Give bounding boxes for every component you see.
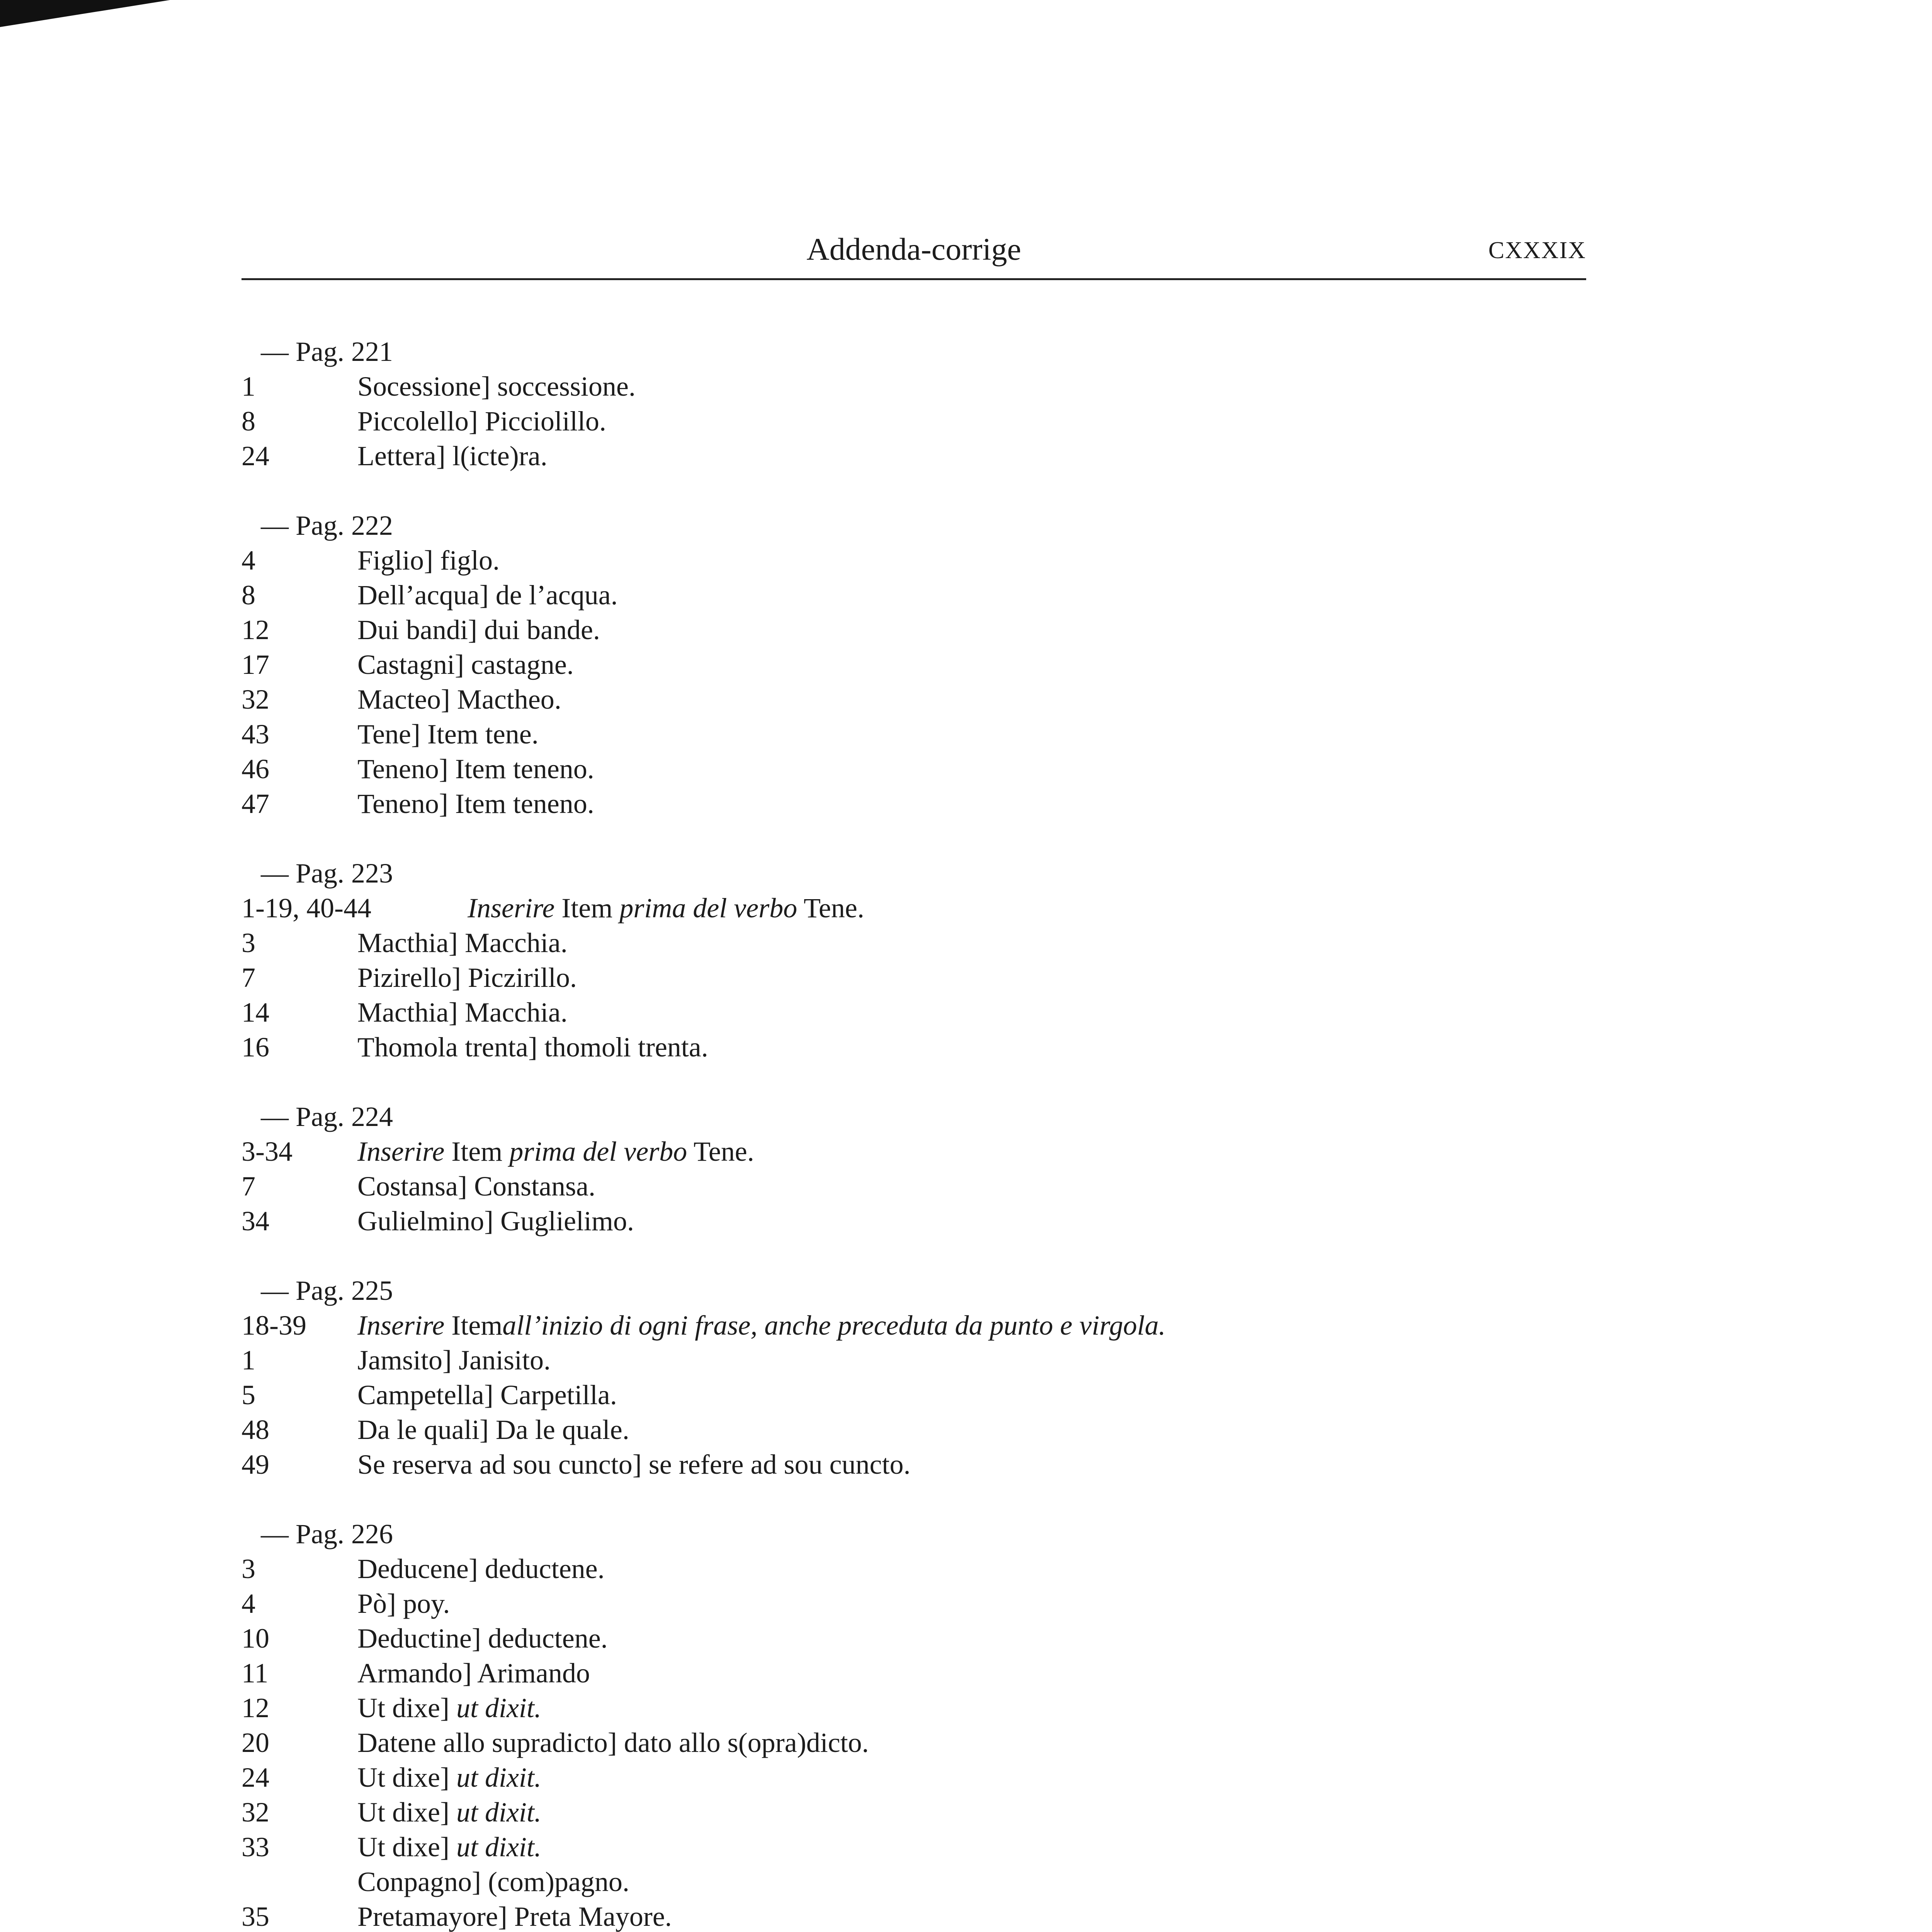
italic-fragment: ut dixit. [456, 1692, 541, 1723]
section-heading: — Pag. 221 [261, 336, 393, 367]
corrigenda-list [242, 334, 1166, 1932]
correction-row [242, 786, 594, 821]
line-number: 35 [242, 1901, 269, 1932]
line-number: 32 [242, 1797, 269, 1828]
correction-text [357, 1795, 541, 1830]
text-fragment: Castagni] castagne. [357, 649, 574, 680]
text-fragment: Pò] poy. [357, 1588, 450, 1619]
line-number: 17 [242, 649, 269, 680]
correction-row [242, 1656, 590, 1690]
line-number: 43 [242, 719, 269, 750]
text-fragment: Pizirello] Piczirillo. [357, 962, 577, 993]
text-fragment: Macteo] Mactheo. [357, 684, 561, 715]
correction-text [357, 1760, 541, 1795]
correction-text [357, 682, 561, 717]
line-number: 11 [242, 1658, 269, 1689]
correction-text [357, 1830, 541, 1864]
correction-row [242, 891, 864, 925]
correction-text [357, 612, 600, 647]
correction-text [357, 1725, 869, 1760]
correction-text [357, 1030, 708, 1065]
page-section [242, 856, 864, 1065]
text-fragment: Jamsito] Janisito. [357, 1345, 551, 1376]
line-number: 8 [242, 406, 255, 437]
text-fragment: Ut dixe] [357, 1832, 456, 1862]
text-fragment: Macthia] Macchia. [357, 927, 568, 958]
correction-row [242, 960, 577, 995]
line-number: 7 [242, 1171, 255, 1202]
correction-text [357, 1447, 910, 1482]
text-fragment: Da le quali] Da le quale. [357, 1414, 629, 1445]
correction-row [242, 1586, 450, 1621]
correction-row [242, 1795, 541, 1830]
italic-fragment: ut dixit. [456, 1762, 541, 1793]
correction-row [242, 1134, 754, 1169]
text-fragment: Lettera] l(icte)ra. [357, 440, 548, 471]
correction-text [357, 1204, 634, 1238]
italic-fragment: Inserire [468, 893, 555, 923]
correction-row [242, 647, 574, 682]
text-fragment: Item [554, 893, 620, 923]
section-heading: — Pag. 224 [261, 1101, 393, 1132]
line-number: 8 [242, 580, 255, 611]
line-number: 12 [242, 1692, 269, 1723]
text-fragment: Teneno] Item teneno. [357, 788, 594, 819]
text-fragment: Macthia] Macchia. [357, 997, 568, 1028]
line-number: 33 [242, 1832, 269, 1862]
italic-fragment: prima del verbo [509, 1136, 687, 1167]
line-number: 46 [242, 753, 269, 784]
correction-text [357, 1308, 1166, 1343]
text-fragment: Teneno] Item teneno. [357, 753, 594, 784]
correction-text [357, 995, 568, 1030]
correction-row [242, 1169, 595, 1204]
text-fragment: Armando] Arimando [357, 1658, 590, 1689]
correction-text [357, 369, 636, 404]
line-number: 49 [242, 1449, 269, 1480]
correction-row [242, 1378, 617, 1412]
correction-row [242, 1343, 551, 1378]
correction-text [357, 1621, 608, 1656]
line-number: 4 [242, 1588, 255, 1619]
correction-text [357, 717, 539, 752]
page-section [242, 1273, 1166, 1482]
correction-row [242, 1725, 869, 1760]
correction-row [242, 612, 600, 647]
correction-row [242, 1412, 629, 1447]
correction-row [242, 995, 568, 1030]
line-number: 24 [242, 1762, 269, 1793]
correction-row [242, 439, 548, 473]
page-number: CXXXIX [1488, 237, 1586, 264]
correction-row [242, 578, 618, 612]
correction-row [242, 369, 636, 404]
correction-text [357, 1551, 605, 1586]
correction-row [242, 925, 568, 960]
line-number: 20 [242, 1727, 269, 1758]
line-number: 47 [242, 788, 269, 819]
correction-text [357, 1586, 450, 1621]
italic-fragment: all’inizio di ogni frase, anche preceduta da punto e virgola. [502, 1310, 1166, 1341]
line-number: 1-19, 40-44 [242, 893, 371, 923]
text-fragment: Deducene] deductene. [357, 1553, 605, 1584]
text-fragment: Pretamayore] Preta Mayore. [357, 1901, 672, 1932]
text-fragment: Ut dixe] [357, 1797, 456, 1828]
text-fragment: Tene. [687, 1136, 754, 1167]
correction-text [357, 1378, 617, 1412]
running-title: Addenda-corrige [806, 231, 1021, 267]
line-number: 24 [242, 440, 269, 471]
line-number: 14 [242, 997, 269, 1028]
line-number: 34 [242, 1206, 269, 1236]
text-fragment: Tene] Item tene. [357, 719, 539, 750]
correction-text [357, 786, 594, 821]
correction-text [357, 1864, 629, 1899]
correction-row [242, 1551, 605, 1586]
correction-text [357, 439, 548, 473]
italic-fragment: prima del verbo [619, 893, 798, 923]
section-heading: — Pag. 226 [261, 1519, 393, 1549]
line-number: 7 [242, 962, 255, 993]
correction-text [357, 1169, 595, 1204]
correction-text [357, 1899, 672, 1932]
text-fragment: Item [444, 1136, 510, 1167]
running-header [242, 228, 1586, 280]
correction-text [357, 1690, 541, 1725]
correction-row [242, 1760, 541, 1795]
correction-row [242, 543, 500, 578]
line-number: 16 [242, 1032, 269, 1063]
line-number: 48 [242, 1414, 269, 1445]
text-fragment: Item [444, 1310, 503, 1341]
correction-text [357, 960, 577, 995]
correction-row [242, 1830, 541, 1864]
text-fragment: Deductine] deductene. [357, 1623, 608, 1654]
correction-text [357, 1343, 551, 1378]
correction-row [242, 682, 561, 717]
correction-text [357, 1656, 590, 1690]
text-fragment: Se reserva ad sou cuncto] se refere ad sou cuncto. [357, 1449, 911, 1480]
correction-row [242, 1030, 708, 1065]
correction-row [242, 752, 594, 786]
italic-fragment: ut dixit. [456, 1797, 541, 1828]
section-heading: — Pag. 225 [261, 1275, 393, 1306]
correction-row [242, 1690, 541, 1725]
text-fragment: Ut dixe] [357, 1692, 456, 1723]
page-section [242, 1517, 869, 1932]
text-fragment: Conpagno] (com)pagno. [357, 1866, 629, 1897]
page-section [242, 508, 618, 821]
line-number: 32 [242, 684, 269, 715]
text-fragment: Campetella] Carpetilla. [357, 1379, 617, 1410]
line-number: 5 [242, 1379, 255, 1410]
section-heading: — Pag. 223 [261, 858, 393, 889]
correction-text [468, 891, 864, 925]
correction-row [242, 1308, 1166, 1343]
line-number: 4 [242, 545, 255, 576]
correction-row [242, 1899, 672, 1932]
line-number: 10 [242, 1623, 269, 1654]
text-fragment: Gulielmino] Guglielimo. [357, 1206, 634, 1236]
line-number: 12 [242, 614, 269, 645]
correction-row [242, 717, 539, 752]
correction-text [357, 578, 618, 612]
correction-text [357, 752, 594, 786]
correction-text [357, 925, 568, 960]
page-section [242, 1099, 754, 1238]
text-fragment: Dui bandi] dui bande. [357, 614, 600, 645]
correction-row [242, 1447, 911, 1482]
line-number: 1 [242, 371, 255, 402]
text-fragment: Thomola trenta] thomoli trenta. [357, 1032, 708, 1063]
correction-text [357, 1134, 754, 1169]
scan-corner-shadow [0, 0, 170, 27]
correction-text [357, 404, 606, 439]
line-number: 1 [242, 1345, 255, 1376]
text-fragment: Datene allo supradicto] dato allo s(opra)dicto. [357, 1727, 869, 1758]
text-fragment: Piccolello] Picciolillo. [357, 406, 606, 437]
correction-text [357, 647, 574, 682]
page-section [242, 334, 636, 473]
italic-fragment: ut dixit. [456, 1832, 541, 1862]
text-fragment: Tene. [797, 893, 864, 923]
correction-row [242, 1864, 629, 1899]
italic-fragment: Inserire [357, 1310, 445, 1341]
text-fragment: Dell’acqua] de l’acqua. [357, 580, 618, 611]
text-fragment: Socessione] soccessione. [357, 371, 636, 402]
line-number: 3 [242, 1553, 255, 1584]
correction-row [242, 404, 606, 439]
italic-fragment: Inserire [357, 1136, 445, 1167]
text-fragment: Ut dixe] [357, 1762, 456, 1793]
text-fragment: Figlio] figlo. [357, 545, 500, 576]
correction-text [357, 1412, 629, 1447]
correction-row [242, 1204, 634, 1238]
text-fragment: Costansa] Constansa. [357, 1171, 595, 1202]
correction-row [242, 1621, 608, 1656]
line-number: 18-39 [242, 1310, 306, 1341]
correction-text [357, 543, 500, 578]
line-number: 3-34 [242, 1136, 293, 1167]
section-heading: — Pag. 222 [261, 510, 393, 541]
line-number: 3 [242, 927, 255, 958]
